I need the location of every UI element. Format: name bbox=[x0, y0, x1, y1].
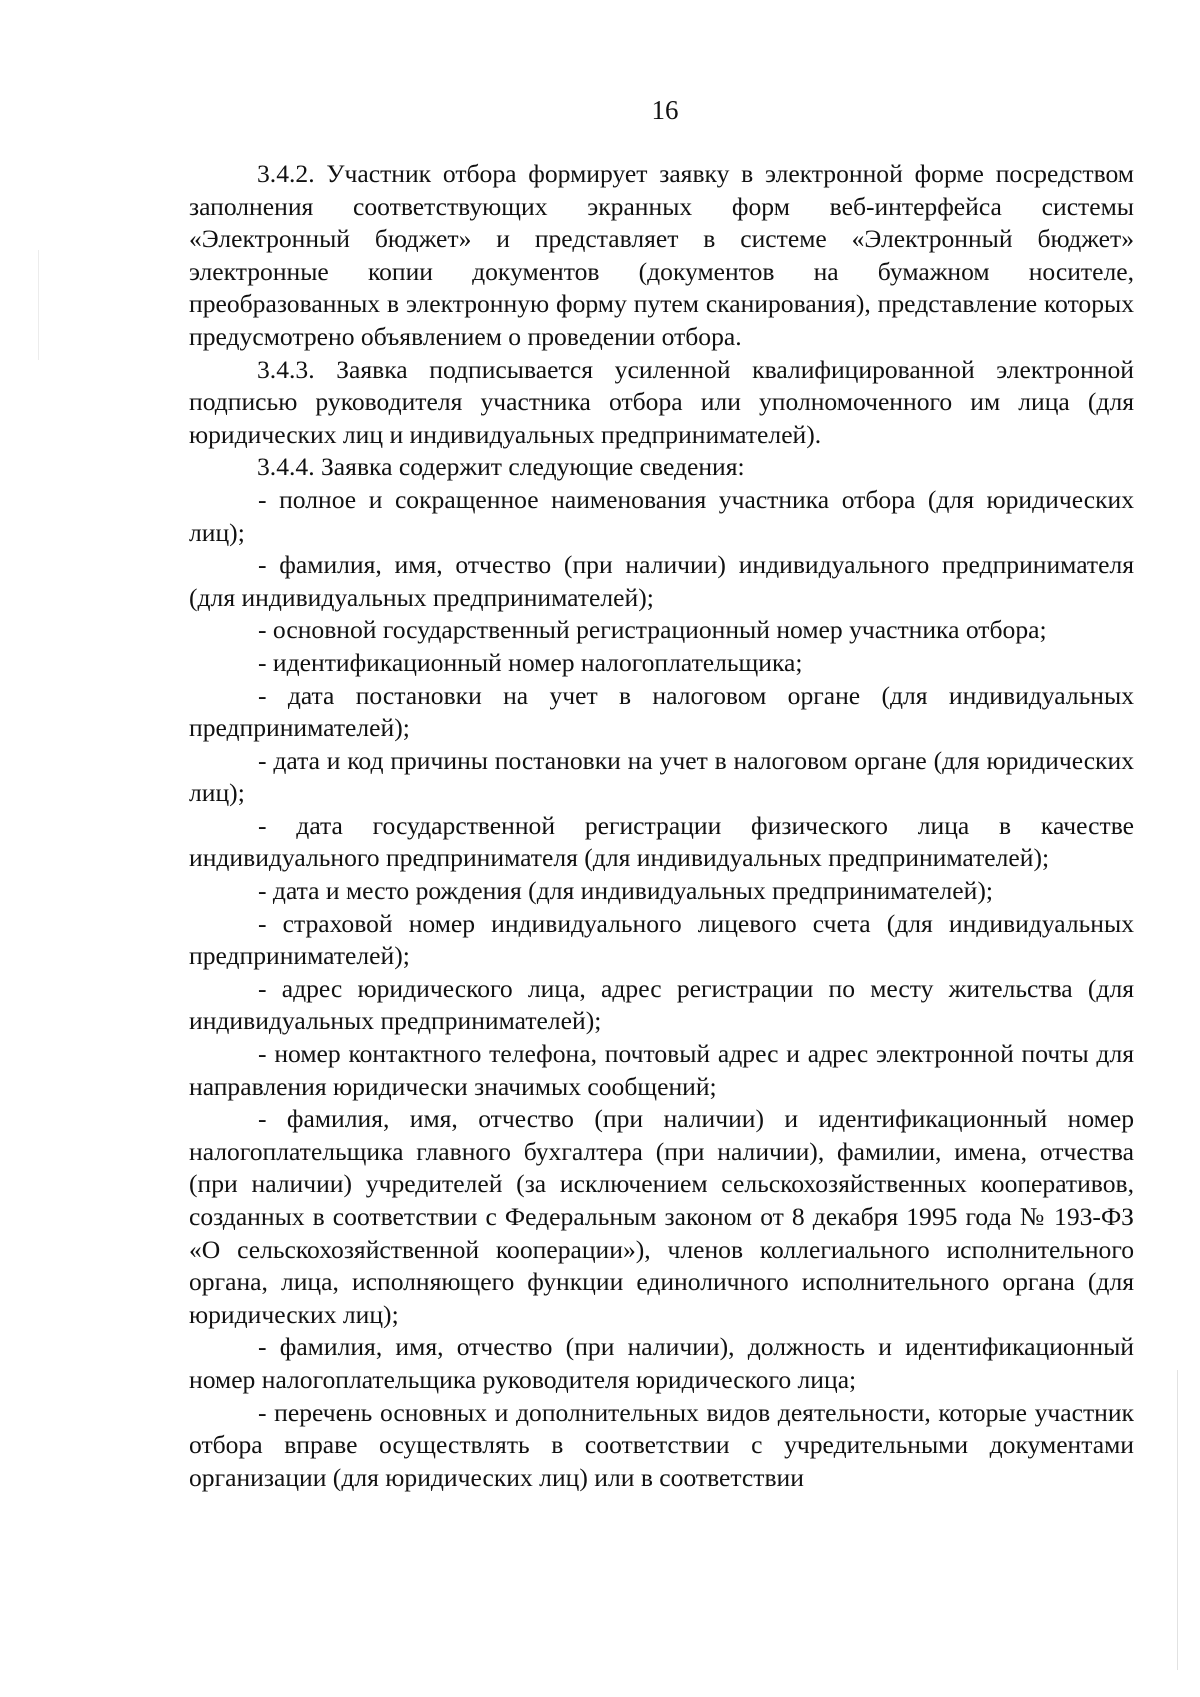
list-item-director: - фамилия, имя, отчество (при наличии), должность и идентификационный номер налогоплательщика руководителя юридического лица; bbox=[189, 1332, 1134, 1394]
list-item-kpp: - дата и код причины постановки на учет в налоговом органе (для юридических лиц); bbox=[189, 745, 1134, 808]
list-item-accountant-founders: - фамилия, имя, отчество (при наличии) и идентификационный номер налогоплательщика главного бухгалтера (при наличии), фамилии, имена, отчества (при наличии) учредителей (за исключением сельскохозяйственных кооперативов, созданных в соответствии с Федеральным законом от 8 декабря 1995 года № 193-ФЗ «О сельскохозяйственной кооперации»), членов коллегиального исполнительного органа, лица, исполняющего функции единоличного исполнительного органа (для юридических лиц); bbox=[189, 1104, 1134, 1329]
scan-artifact-left bbox=[38, 250, 39, 360]
list-item-entrepreneur-name: - фамилия, имя, отчество (при наличии) индивидуального предпринимателя (для индивидуальных предпринимателей); bbox=[189, 550, 1134, 612]
list-item-full-name: - полное и сокращенное наименования участника отбора (для юридических лиц); bbox=[189, 484, 1134, 547]
list-item-snils: - страховой номер индивидуального лицевого счета (для индивидуальных предпринимателей); bbox=[189, 908, 1134, 971]
list-item-birth-date-place: - дата и место рождения (для индивидуальных предпринимателей); bbox=[258, 876, 993, 906]
document-body bbox=[189, 158, 1134, 1494]
paragraph-3-4-3: 3.4.3. Заявка подписывается усиленной квалифицированной электронной подписью руководителя участника отбора или уполномоченного им лица (для юридических лиц и индивидуальных предпринимателей). bbox=[189, 354, 1134, 449]
list-item-inn: - идентификационный номер налогоплательщика; bbox=[258, 647, 803, 677]
paragraph-3-4-4: 3.4.4. Заявка содержит следующие сведения: bbox=[257, 452, 745, 482]
scan-artifact-right bbox=[1177, 1370, 1178, 1670]
page-number: 16 bbox=[651, 95, 679, 125]
list-item-activities: - перечень основных и дополнительных видов деятельности, которые участник отбора вправе осуществлять в соответствии с учредительными документами организации (для юридических лиц) или в соответствии bbox=[189, 1397, 1134, 1492]
list-item-contacts: - номер контактного телефона, почтовый адрес и адрес электронной почты для направления юридически значимых сообщений; bbox=[189, 1039, 1134, 1101]
list-item-tax-registration-date: - дата постановки на учет в налоговом органе (для индивидуальных предпринимателей); bbox=[189, 680, 1134, 743]
paragraph-3-4-2: 3.4.2. Участник отбора формирует заявку в электронной форме посредством заполнения соответствующих экранных форм веб-интерфейса системы «Электронный бюджет» и представляет в системе «Электронный бюджет» электронные копии документов (документов на бумажном носителе, преобразованных в электронную форму путем сканирования), представление которых предусмотрено объявлением о проведении отбора. bbox=[189, 159, 1134, 351]
list-item-ogrn: - основной государственный регистрационный номер участника отбора; bbox=[258, 615, 1047, 645]
list-item-state-registration-date: - дата государственной регистрации физического лица в качестве индивидуального предпринимателя (для индивидуальных предпринимателей); bbox=[189, 810, 1134, 873]
list-item-address: - адрес юридического лица, адрес регистрации по месту жительства (для индивидуальных предпринимателей); bbox=[189, 973, 1134, 1036]
